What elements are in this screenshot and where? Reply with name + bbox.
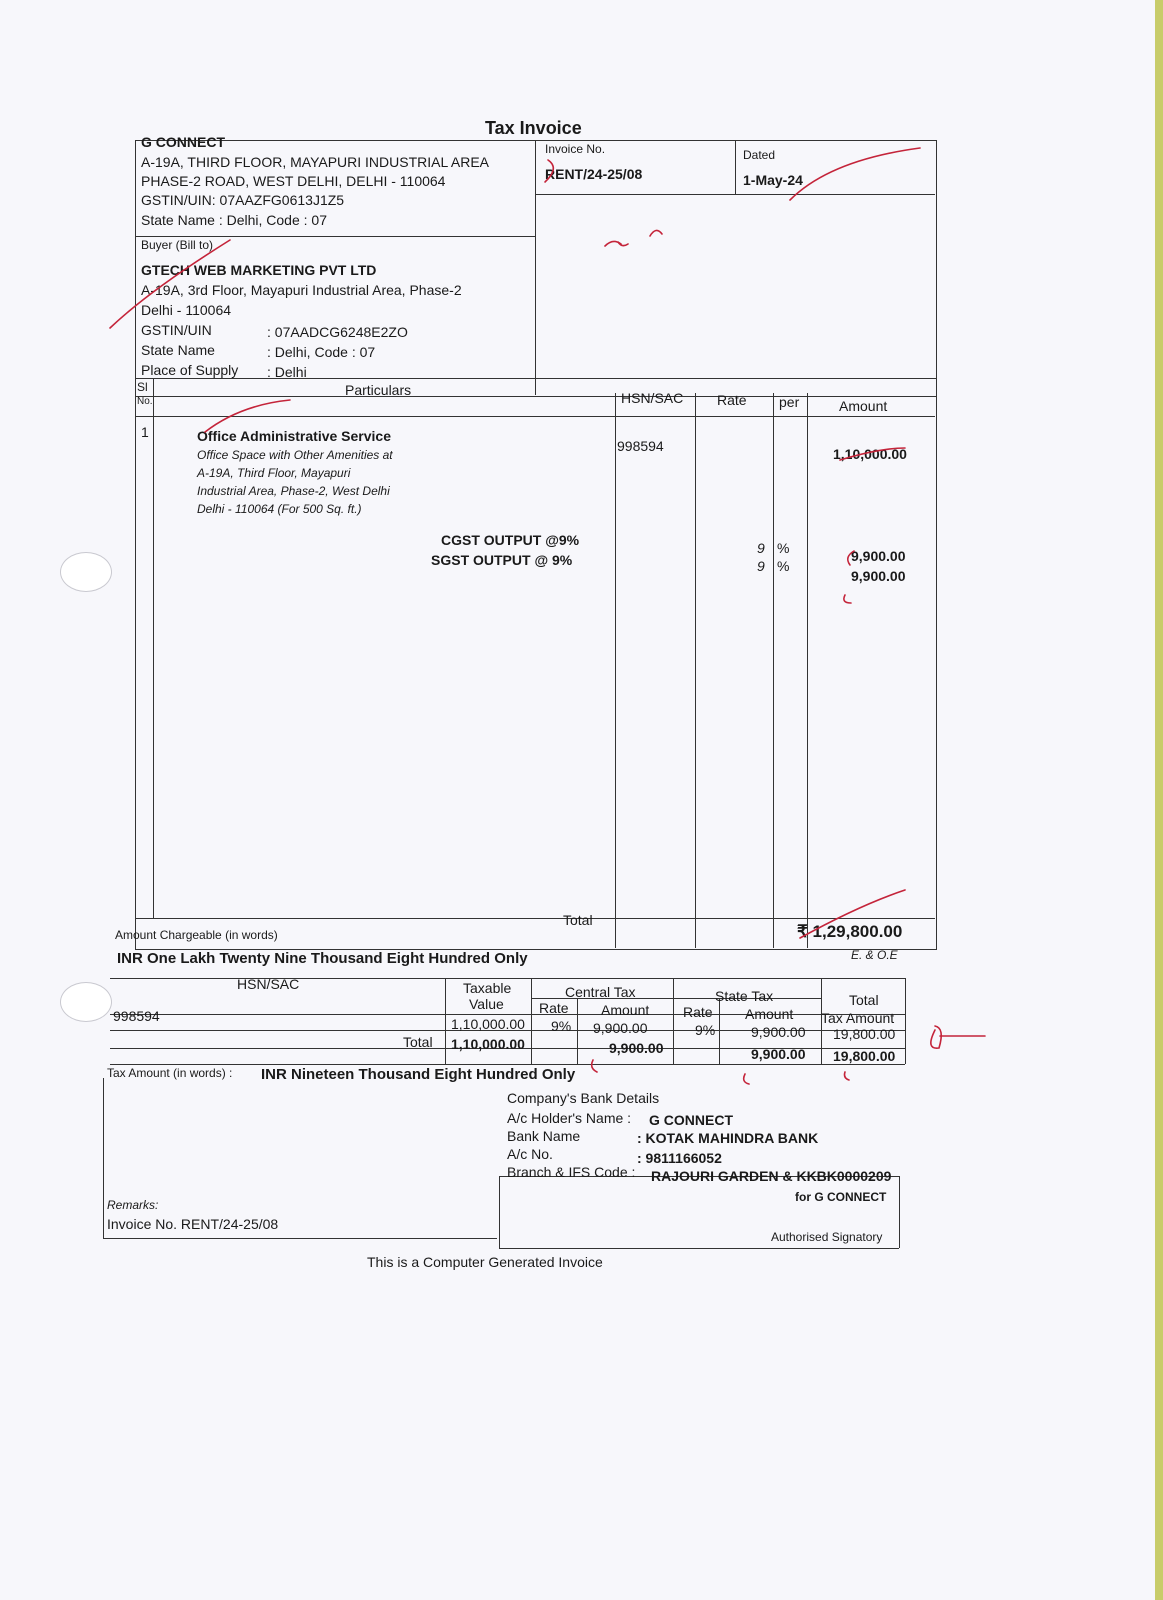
- total-tax-header-1: Total: [849, 992, 879, 1008]
- eoe: E. & O.E: [851, 948, 898, 962]
- summary-state-rate: 9%: [695, 1022, 716, 1038]
- amount-words: INR One Lakh Twenty Nine Thousand Eight Hundred Only: [117, 950, 528, 967]
- bank-name-label: Bank Name: [507, 1128, 581, 1144]
- header-amount: Amount: [839, 398, 888, 414]
- item-sl: 1: [141, 424, 149, 440]
- header-sl: Sl: [137, 380, 148, 394]
- summary-total-label: Total: [403, 1034, 433, 1050]
- sgst-rate: 9: [757, 558, 765, 574]
- buyer-address-2: Delhi - 110064: [141, 302, 232, 318]
- buyer-heading: Buyer (Bill to): [141, 238, 214, 252]
- item-desc-3: Industrial Area, Phase-2, West Delhi: [197, 484, 390, 498]
- remarks-label: Remarks:: [107, 1198, 159, 1212]
- header-rate: Rate: [717, 392, 747, 408]
- taxable-header-1: Taxable: [463, 980, 512, 996]
- header-per: per: [779, 394, 800, 410]
- summary-state-amount: 9,900.00: [751, 1024, 806, 1040]
- dated-value: 1-May-24: [743, 172, 803, 188]
- central-rate-header: Rate: [539, 1000, 569, 1016]
- state-rate-header: Rate: [683, 1004, 713, 1020]
- summary-taxable: 1,10,000.00: [451, 1016, 525, 1032]
- cgst-amount: 9,900.00: [851, 548, 906, 564]
- state-amount-header: Amount: [745, 1006, 794, 1022]
- summary-total-tax: 19,800.00: [833, 1048, 896, 1064]
- cgst-per: %: [777, 540, 790, 556]
- summary-total-state: 9,900.00: [751, 1046, 806, 1062]
- buyer-gstin-label: GSTIN/UIN: [141, 322, 212, 338]
- dated-label: Dated: [743, 148, 776, 162]
- buyer-place-value: : Delhi: [267, 364, 307, 380]
- summary-total-taxable: 1,10,000.00: [451, 1036, 525, 1052]
- remarks-value: Invoice No. RENT/24-25/08: [107, 1216, 279, 1232]
- bank-holder-label: A/c Holder's Name :: [507, 1110, 632, 1126]
- hsn-header: HSN/SAC: [237, 976, 300, 992]
- state-tax-header: State Tax: [715, 988, 774, 1004]
- buyer-state-label: State Name: [141, 342, 215, 358]
- header-particulars: Particulars: [345, 382, 412, 398]
- tax-words: INR Nineteen Thousand Eight Hundred Only: [261, 1066, 576, 1083]
- item-hsn: 998594: [617, 438, 664, 454]
- central-tax-header: Central Tax: [565, 984, 636, 1000]
- bank-branch-value: RAJOURI GARDEN & KKBK0000209: [651, 1168, 892, 1184]
- invoice-no: RENT/24-25/08: [545, 166, 643, 182]
- seller-address-1: A-19A, THIRD FLOOR, MAYAPURI INDUSTRIAL AREA: [141, 154, 489, 170]
- items-total-amount: ₹ 1,29,800.00: [797, 922, 903, 941]
- seller-address-2: PHASE-2 ROAD, WEST DELHI, DELHI - 110064: [141, 173, 446, 189]
- item-desc-1: Office Space with Other Amenities at: [197, 448, 393, 462]
- seller-state: State Name : Delhi, Code : 07: [141, 212, 327, 228]
- item-desc-2: A-19A, Third Floor, Mayapuri: [197, 466, 351, 480]
- invoice-title: Tax Invoice: [485, 118, 582, 138]
- bank-name-value: : KOTAK MAHINDRA BANK: [637, 1130, 819, 1146]
- page-edge: [1155, 0, 1163, 1600]
- seller-gstin: GSTIN/UIN: 07AAZFG0613J1Z5: [141, 192, 345, 208]
- bank-acc-label: A/c No.: [507, 1146, 553, 1162]
- bank-heading: Company's Bank Details: [507, 1090, 660, 1106]
- item-desc-4: Delhi - 110064 (For 500 Sq. ft.): [197, 502, 362, 516]
- invoice-no-label: Invoice No.: [545, 142, 606, 156]
- bank-acc-value: : 9811166052: [637, 1150, 722, 1166]
- buyer-state-value: : Delhi, Code : 07: [267, 344, 376, 360]
- items-table: [135, 378, 937, 950]
- taxable-header-2: Value: [469, 996, 504, 1012]
- footer-note: This is a Computer Generated Invoice: [367, 1254, 603, 1270]
- cgst-label: CGST OUTPUT @9%: [441, 532, 580, 548]
- cgst-rate: 9: [757, 540, 765, 556]
- summary-hsn: 998594: [113, 1008, 160, 1024]
- summary-central-rate: 9%: [551, 1018, 572, 1034]
- buyer-address-1: A-19A, 3rd Floor, Mayapuri Industrial Area, Phase-2: [141, 282, 462, 298]
- buyer-place-label: Place of Supply: [141, 362, 239, 378]
- authorised-signatory: Authorised Signatory: [771, 1230, 883, 1244]
- tax-words-label: Tax Amount (in words) :: [107, 1066, 233, 1080]
- header-hsn: HSN/SAC: [621, 390, 684, 406]
- summary-total: 19,800.00: [833, 1026, 896, 1042]
- seller-name: G CONNECT: [141, 134, 225, 150]
- bank-holder-value: G CONNECT: [649, 1112, 733, 1128]
- total-tax-header-2: Tax Amount: [821, 1010, 895, 1026]
- bank-branch-label: Branch & IFS Code :: [507, 1164, 636, 1180]
- summary-total-central: 9,900.00: [609, 1040, 664, 1056]
- header-sl-no: No.: [137, 396, 153, 407]
- for-company: for G CONNECT: [795, 1190, 887, 1204]
- tax-invoice: [105, 118, 925, 1308]
- item-amount: 1,10,000.00: [833, 446, 907, 462]
- sgst-label: SGST OUTPUT @ 9%: [431, 552, 573, 568]
- sgst-per: %: [777, 558, 790, 574]
- buyer-gstin-value: : 07AADCG6248E2ZO: [267, 324, 408, 340]
- items-total-label: Total: [563, 912, 593, 928]
- item-name: Office Administrative Service: [197, 428, 392, 444]
- buyer-name: GTECH WEB MARKETING PVT LTD: [141, 262, 377, 278]
- central-amount-header: Amount: [601, 1002, 650, 1018]
- sgst-amount: 9,900.00: [851, 568, 906, 584]
- amount-words-label: Amount Chargeable (in words): [115, 928, 278, 942]
- summary-central-amount: 9,900.00: [593, 1020, 648, 1036]
